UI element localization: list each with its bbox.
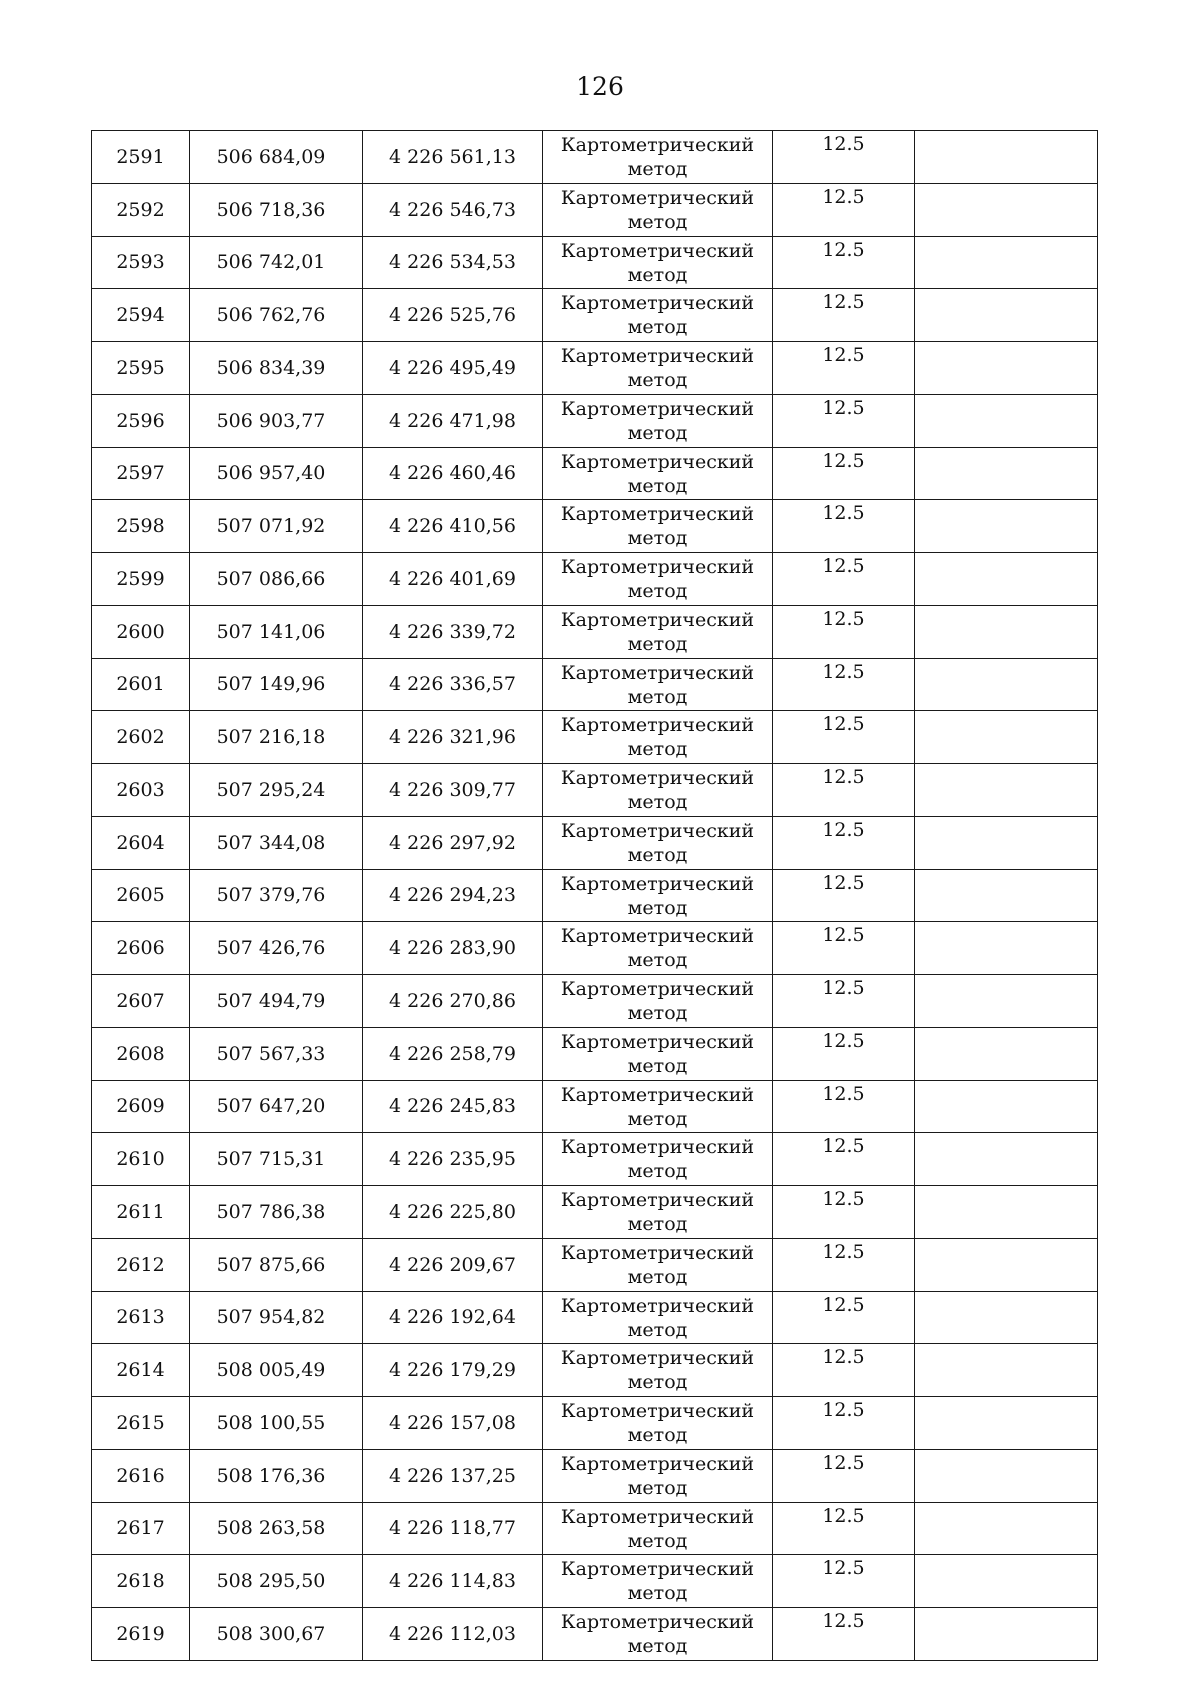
method-line-1: Картометрический bbox=[560, 345, 755, 367]
accuracy-cell: 12.5 bbox=[773, 658, 915, 711]
point-number-cell: 2615 bbox=[92, 1397, 190, 1450]
note-cell bbox=[915, 1502, 1098, 1555]
method-cell bbox=[543, 553, 773, 606]
table-row bbox=[92, 711, 1098, 764]
accuracy-cell: 12.5 bbox=[773, 342, 915, 395]
method-cell bbox=[543, 1027, 773, 1080]
note-cell bbox=[915, 605, 1098, 658]
method-cell bbox=[543, 658, 773, 711]
y-coordinate-cell: 4 226 137,25 bbox=[363, 1449, 543, 1502]
y-coordinate-cell: 4 226 112,03 bbox=[363, 1608, 543, 1661]
method-cell bbox=[543, 394, 773, 447]
point-number-cell: 2593 bbox=[92, 236, 190, 289]
method-line-2: метод bbox=[627, 316, 688, 339]
table-row bbox=[92, 1186, 1098, 1239]
accuracy-cell: 12.5 bbox=[773, 605, 915, 658]
y-coordinate-cell: 4 226 546,73 bbox=[363, 183, 543, 236]
method-line-2: метод bbox=[627, 1002, 688, 1024]
x-coordinate-cell: 506 742,01 bbox=[190, 236, 363, 289]
method-line-1: Картометрический bbox=[560, 1452, 755, 1475]
note-cell bbox=[915, 869, 1098, 922]
point-number-cell: 2606 bbox=[92, 922, 190, 975]
x-coordinate-cell: 508 176,36 bbox=[190, 1449, 363, 1502]
accuracy-cell: 12.5 bbox=[773, 553, 915, 606]
y-coordinate-cell: 4 226 297,92 bbox=[363, 816, 543, 869]
method-line-2: метод bbox=[627, 1529, 688, 1552]
y-coordinate-cell: 4 226 258,79 bbox=[363, 1027, 543, 1080]
note-cell bbox=[915, 1027, 1098, 1080]
method-line-2: метод bbox=[627, 843, 688, 866]
accuracy-cell: 12.5 bbox=[773, 711, 915, 764]
point-number-cell: 2595 bbox=[92, 342, 190, 395]
x-coordinate-cell: 506 903,77 bbox=[190, 394, 363, 447]
method-cell bbox=[543, 1344, 773, 1397]
accuracy-cell: 12.5 bbox=[773, 500, 915, 553]
method-line-2: метод bbox=[627, 1213, 688, 1235]
method-line-1: Картометрический bbox=[560, 239, 755, 262]
accuracy-cell: 12.5 bbox=[773, 1608, 915, 1661]
table-row bbox=[92, 975, 1098, 1028]
x-coordinate-cell: 507 715,31 bbox=[190, 1133, 363, 1186]
accuracy-cell: 12.5 bbox=[773, 1238, 915, 1291]
method-cell bbox=[543, 1133, 773, 1186]
method-cell bbox=[543, 1291, 773, 1344]
point-number-cell: 2598 bbox=[92, 500, 190, 553]
accuracy-cell: 12.5 bbox=[773, 1502, 915, 1555]
accuracy-cell: 12.5 bbox=[773, 1291, 915, 1344]
y-coordinate-cell: 4 226 192,64 bbox=[363, 1291, 543, 1344]
method-line-1: Картометрический bbox=[560, 925, 755, 948]
x-coordinate-cell: 507 344,08 bbox=[190, 816, 363, 869]
method-line-2: метод bbox=[627, 580, 688, 602]
method-line-2: метод bbox=[627, 1371, 688, 1394]
method-line-2: метод bbox=[627, 1635, 688, 1657]
table-row bbox=[92, 1502, 1098, 1555]
y-coordinate-cell: 4 226 157,08 bbox=[363, 1397, 543, 1450]
x-coordinate-cell: 507 567,33 bbox=[190, 1027, 363, 1080]
x-coordinate-cell: 508 300,67 bbox=[190, 1608, 363, 1661]
point-number-cell: 2618 bbox=[92, 1555, 190, 1608]
x-coordinate-cell: 506 762,76 bbox=[190, 289, 363, 342]
note-cell bbox=[915, 236, 1098, 289]
note-cell bbox=[915, 922, 1098, 975]
table-row bbox=[92, 342, 1098, 395]
method-line-2: метод bbox=[627, 738, 688, 761]
method-cell bbox=[543, 1080, 773, 1133]
table-row bbox=[92, 1555, 1098, 1608]
accuracy-cell: 12.5 bbox=[773, 1080, 915, 1133]
x-coordinate-cell: 507 141,06 bbox=[190, 605, 363, 658]
table-row bbox=[92, 553, 1098, 606]
y-coordinate-cell: 4 226 410,56 bbox=[363, 500, 543, 553]
accuracy-cell: 12.5 bbox=[773, 236, 915, 289]
note-cell bbox=[915, 1133, 1098, 1186]
table-row bbox=[92, 1291, 1098, 1344]
method-line-1: Картометрический bbox=[560, 767, 755, 789]
method-line-2: метод bbox=[627, 896, 688, 919]
method-line-1: Картометрический bbox=[560, 1558, 755, 1581]
method-cell bbox=[543, 447, 773, 500]
table-row bbox=[92, 500, 1098, 553]
method-cell bbox=[543, 289, 773, 342]
y-coordinate-cell: 4 226 534,53 bbox=[363, 236, 543, 289]
point-number-cell: 2607 bbox=[92, 975, 190, 1028]
x-coordinate-cell: 508 100,55 bbox=[190, 1397, 363, 1450]
point-number-cell: 2592 bbox=[92, 183, 190, 236]
method-cell bbox=[543, 869, 773, 922]
method-line-2: метод bbox=[627, 632, 688, 655]
x-coordinate-cell: 507 295,24 bbox=[190, 764, 363, 817]
note-cell bbox=[915, 658, 1098, 711]
note-cell bbox=[915, 131, 1098, 184]
method-line-2: метод bbox=[627, 1582, 688, 1605]
method-line-1: Картометрический bbox=[560, 1030, 755, 1053]
y-coordinate-cell: 4 226 209,67 bbox=[363, 1238, 543, 1291]
x-coordinate-cell: 507 647,20 bbox=[190, 1080, 363, 1133]
accuracy-cell: 12.5 bbox=[773, 183, 915, 236]
x-coordinate-cell: 507 426,76 bbox=[190, 922, 363, 975]
note-cell bbox=[915, 1449, 1098, 1502]
y-coordinate-cell: 4 226 471,98 bbox=[363, 394, 543, 447]
method-cell bbox=[543, 1608, 773, 1661]
x-coordinate-cell: 508 295,50 bbox=[190, 1555, 363, 1608]
method-line-1: Картометрический bbox=[560, 186, 755, 209]
accuracy-cell: 12.5 bbox=[773, 922, 915, 975]
point-number-cell: 2603 bbox=[92, 764, 190, 817]
method-line-1: Картометрический bbox=[560, 1241, 755, 1264]
accuracy-cell: 12.5 bbox=[773, 131, 915, 184]
point-number-cell: 2619 bbox=[92, 1608, 190, 1661]
method-line-1: Картометрический bbox=[560, 1347, 755, 1370]
method-cell bbox=[543, 975, 773, 1028]
table-row bbox=[92, 869, 1098, 922]
x-coordinate-cell: 507 875,66 bbox=[190, 1238, 363, 1291]
method-line-1: Картометрический bbox=[560, 608, 755, 631]
note-cell bbox=[915, 711, 1098, 764]
method-line-1: Картометрический bbox=[560, 503, 755, 526]
page-number: 126 bbox=[576, 72, 624, 101]
point-number-cell: 2594 bbox=[92, 289, 190, 342]
method-cell bbox=[543, 1238, 773, 1291]
x-coordinate-cell: 506 957,40 bbox=[190, 447, 363, 500]
table-row bbox=[92, 1238, 1098, 1291]
table-row bbox=[92, 658, 1098, 711]
table-row bbox=[92, 1397, 1098, 1450]
note-cell bbox=[915, 1344, 1098, 1397]
accuracy-cell: 12.5 bbox=[773, 1186, 915, 1239]
method-line-2: метод bbox=[627, 421, 688, 444]
method-cell bbox=[543, 711, 773, 764]
method-line-2: метод bbox=[627, 1318, 688, 1341]
table-row bbox=[92, 236, 1098, 289]
method-line-1: Картометрический bbox=[560, 1294, 755, 1317]
method-line-2: метод bbox=[627, 1107, 688, 1130]
method-cell bbox=[543, 1186, 773, 1239]
accuracy-cell: 12.5 bbox=[773, 1133, 915, 1186]
point-number-cell: 2614 bbox=[92, 1344, 190, 1397]
point-number-cell: 2600 bbox=[92, 605, 190, 658]
method-line-1: Картометрический bbox=[560, 714, 755, 737]
method-cell bbox=[543, 764, 773, 817]
y-coordinate-cell: 4 226 495,49 bbox=[363, 342, 543, 395]
point-number-cell: 2609 bbox=[92, 1080, 190, 1133]
method-line-1: Картометрический bbox=[560, 819, 755, 842]
accuracy-cell: 12.5 bbox=[773, 1449, 915, 1502]
y-coordinate-cell: 4 226 401,69 bbox=[363, 553, 543, 606]
point-number-cell: 2604 bbox=[92, 816, 190, 869]
point-number-cell: 2610 bbox=[92, 1133, 190, 1186]
y-coordinate-cell: 4 226 525,76 bbox=[363, 289, 543, 342]
x-coordinate-cell: 507 071,92 bbox=[190, 500, 363, 553]
method-line-1: Картометрический bbox=[560, 978, 755, 1000]
x-coordinate-cell: 507 216,18 bbox=[190, 711, 363, 764]
note-cell bbox=[915, 975, 1098, 1028]
note-cell bbox=[915, 1186, 1098, 1239]
method-cell bbox=[543, 342, 773, 395]
y-coordinate-cell: 4 226 283,90 bbox=[363, 922, 543, 975]
accuracy-cell: 12.5 bbox=[773, 1027, 915, 1080]
x-coordinate-cell: 507 149,96 bbox=[190, 658, 363, 711]
method-cell bbox=[543, 1449, 773, 1502]
method-line-2: метод bbox=[627, 527, 688, 550]
accuracy-cell: 12.5 bbox=[773, 816, 915, 869]
x-coordinate-cell: 507 379,76 bbox=[190, 869, 363, 922]
method-line-1: Картометрический bbox=[560, 397, 755, 420]
method-line-2: метод bbox=[627, 1265, 688, 1288]
x-coordinate-cell: 508 263,58 bbox=[190, 1502, 363, 1555]
point-number-cell: 2608 bbox=[92, 1027, 190, 1080]
accuracy-cell: 12.5 bbox=[773, 869, 915, 922]
y-coordinate-cell: 4 226 339,72 bbox=[363, 605, 543, 658]
y-coordinate-cell: 4 226 179,29 bbox=[363, 1344, 543, 1397]
y-coordinate-cell: 4 226 294,23 bbox=[363, 869, 543, 922]
table-row bbox=[92, 922, 1098, 975]
x-coordinate-cell: 508 005,49 bbox=[190, 1344, 363, 1397]
note-cell bbox=[915, 183, 1098, 236]
point-number-cell: 2601 bbox=[92, 658, 190, 711]
method-cell bbox=[543, 131, 773, 184]
method-line-2: метод bbox=[627, 685, 688, 708]
accuracy-cell: 12.5 bbox=[773, 394, 915, 447]
table-row bbox=[92, 183, 1098, 236]
point-number-cell: 2612 bbox=[92, 1238, 190, 1291]
method-line-2: метод bbox=[627, 791, 688, 813]
method-line-2: метод bbox=[627, 1054, 688, 1077]
method-cell bbox=[543, 236, 773, 289]
table-row bbox=[92, 1608, 1098, 1661]
method-cell bbox=[543, 183, 773, 236]
accuracy-cell: 12.5 bbox=[773, 1555, 915, 1608]
method-line-2: метод bbox=[627, 210, 688, 233]
method-line-2: метод bbox=[627, 369, 688, 391]
note-cell bbox=[915, 764, 1098, 817]
method-line-2: метод bbox=[627, 158, 688, 180]
point-number-cell: 2616 bbox=[92, 1449, 190, 1502]
accuracy-cell: 12.5 bbox=[773, 289, 915, 342]
table-body bbox=[92, 131, 1098, 1661]
accuracy-cell: 12.5 bbox=[773, 764, 915, 817]
x-coordinate-cell: 506 718,36 bbox=[190, 183, 363, 236]
note-cell bbox=[915, 553, 1098, 606]
note-cell bbox=[915, 1080, 1098, 1133]
coordinates-table bbox=[91, 130, 1098, 1661]
method-cell bbox=[543, 605, 773, 658]
method-cell bbox=[543, 1502, 773, 1555]
table-row bbox=[92, 1344, 1098, 1397]
accuracy-cell: 12.5 bbox=[773, 447, 915, 500]
point-number-cell: 2611 bbox=[92, 1186, 190, 1239]
method-line-1: Картометрический bbox=[560, 450, 755, 473]
x-coordinate-cell: 506 834,39 bbox=[190, 342, 363, 395]
point-number-cell: 2596 bbox=[92, 394, 190, 447]
table-row bbox=[92, 1449, 1098, 1502]
note-cell bbox=[915, 1291, 1098, 1344]
method-cell bbox=[543, 500, 773, 553]
method-cell bbox=[543, 1555, 773, 1608]
method-line-1: Картометрический bbox=[560, 1611, 755, 1633]
y-coordinate-cell: 4 226 225,80 bbox=[363, 1186, 543, 1239]
note-cell bbox=[915, 500, 1098, 553]
y-coordinate-cell: 4 226 245,83 bbox=[363, 1080, 543, 1133]
point-number-cell: 2613 bbox=[92, 1291, 190, 1344]
method-line-1: Картометрический bbox=[560, 1505, 755, 1528]
method-line-1: Картометрический bbox=[560, 1400, 755, 1422]
x-coordinate-cell: 507 786,38 bbox=[190, 1186, 363, 1239]
note-cell bbox=[915, 394, 1098, 447]
method-line-1: Картометрический bbox=[560, 1083, 755, 1106]
accuracy-cell: 12.5 bbox=[773, 1344, 915, 1397]
table-row bbox=[92, 816, 1098, 869]
method-cell bbox=[543, 1397, 773, 1450]
x-coordinate-cell: 507 494,79 bbox=[190, 975, 363, 1028]
table-row bbox=[92, 764, 1098, 817]
point-number-cell: 2617 bbox=[92, 1502, 190, 1555]
method-line-2: метод bbox=[627, 474, 688, 497]
note-cell bbox=[915, 289, 1098, 342]
note-cell bbox=[915, 816, 1098, 869]
table-row bbox=[92, 1027, 1098, 1080]
table-row bbox=[92, 605, 1098, 658]
point-number-cell: 2599 bbox=[92, 553, 190, 606]
y-coordinate-cell: 4 226 561,13 bbox=[363, 131, 543, 184]
method-cell bbox=[543, 816, 773, 869]
method-line-2: метод bbox=[627, 1476, 688, 1499]
method-line-1: Картометрический bbox=[560, 292, 755, 315]
note-cell bbox=[915, 447, 1098, 500]
method-line-1: Картометрический bbox=[560, 1136, 755, 1159]
y-coordinate-cell: 4 226 460,46 bbox=[363, 447, 543, 500]
table-row bbox=[92, 447, 1098, 500]
y-coordinate-cell: 4 226 114,83 bbox=[363, 1555, 543, 1608]
point-number-cell: 2605 bbox=[92, 869, 190, 922]
x-coordinate-cell: 507 954,82 bbox=[190, 1291, 363, 1344]
method-line-2: метод bbox=[627, 263, 688, 286]
method-line-1: Картометрический bbox=[560, 556, 755, 578]
note-cell bbox=[915, 1608, 1098, 1661]
point-number-cell: 2602 bbox=[92, 711, 190, 764]
point-number-cell: 2591 bbox=[92, 131, 190, 184]
table-row bbox=[92, 1133, 1098, 1186]
method-line-2: метод bbox=[627, 1424, 688, 1446]
x-coordinate-cell: 507 086,66 bbox=[190, 553, 363, 606]
note-cell bbox=[915, 342, 1098, 395]
method-line-1: Картометрический bbox=[560, 1189, 755, 1211]
y-coordinate-cell: 4 226 118,77 bbox=[363, 1502, 543, 1555]
y-coordinate-cell: 4 226 321,96 bbox=[363, 711, 543, 764]
accuracy-cell: 12.5 bbox=[773, 975, 915, 1028]
accuracy-cell: 12.5 bbox=[773, 1397, 915, 1450]
table-row bbox=[92, 289, 1098, 342]
y-coordinate-cell: 4 226 309,77 bbox=[363, 764, 543, 817]
method-line-2: метод bbox=[627, 949, 688, 972]
table-row bbox=[92, 394, 1098, 447]
table-row bbox=[92, 1080, 1098, 1133]
y-coordinate-cell: 4 226 270,86 bbox=[363, 975, 543, 1028]
method-line-1: Картометрический bbox=[560, 661, 755, 684]
note-cell bbox=[915, 1555, 1098, 1608]
note-cell bbox=[915, 1238, 1098, 1291]
method-line-2: метод bbox=[627, 1160, 688, 1183]
y-coordinate-cell: 4 226 235,95 bbox=[363, 1133, 543, 1186]
method-cell bbox=[543, 922, 773, 975]
point-number-cell: 2597 bbox=[92, 447, 190, 500]
note-cell bbox=[915, 1397, 1098, 1450]
y-coordinate-cell: 4 226 336,57 bbox=[363, 658, 543, 711]
method-line-1: Картометрический bbox=[560, 872, 755, 895]
method-line-1: Картометрический bbox=[560, 134, 755, 156]
x-coordinate-cell: 506 684,09 bbox=[190, 131, 363, 184]
table-row bbox=[92, 131, 1098, 184]
